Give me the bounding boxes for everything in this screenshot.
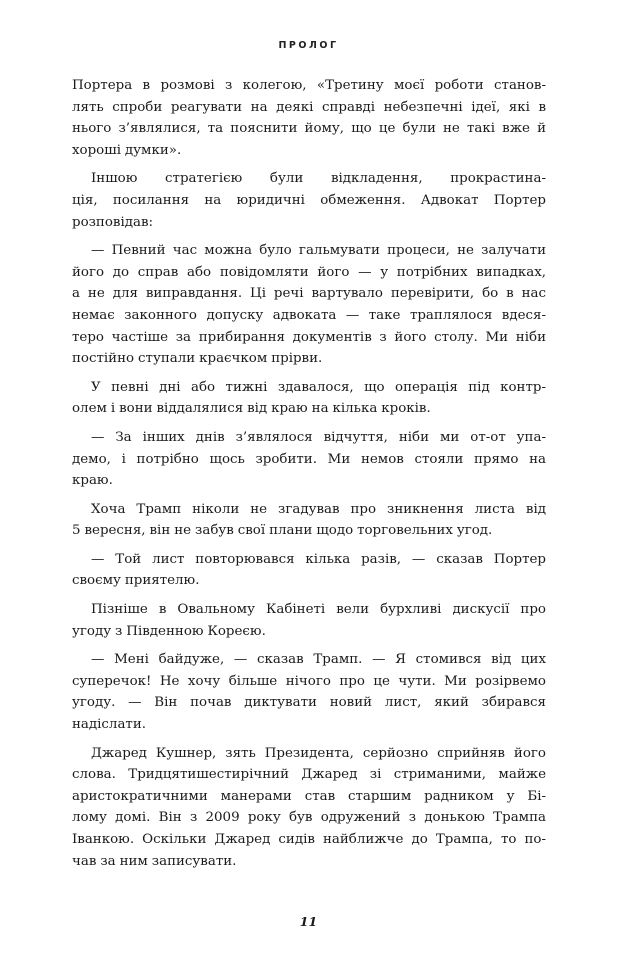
paragraph: [72, 499, 546, 542]
text-line: Джаред Кушнер, зять Президента, серйозно сприйняв його: [91, 745, 546, 761]
text-line: — Певний час можна було гальмувати процеси, не залучати: [91, 243, 546, 259]
text-line: його до справ або повідомляти його — у потрібних випадках,: [72, 264, 546, 280]
paragraph: [72, 427, 546, 492]
text-line: хороші думки».: [72, 142, 182, 158]
text-line: 5 вересня, він не забув свої плани щодо торговельних угод.: [72, 523, 493, 539]
paragraph: [72, 549, 546, 592]
paragraph: [72, 599, 546, 642]
text-line: нього з’являлися, та пояснити йому, що це були не такі вже й: [72, 121, 546, 137]
paragraph: [72, 743, 546, 873]
text-line: Пізніше в Овальному Кабінеті вели бурхливі дискусії про: [91, 602, 546, 618]
paragraph: [72, 168, 546, 233]
text-line: — Мені байдуже, — сказав Трамп. — Я стомився від цих: [91, 652, 546, 668]
text-line: угоду з Південною Кореєю.: [72, 623, 266, 639]
text-line: а не для виправдання. Ці речі вартувало перевірити, бо в нас: [72, 286, 546, 302]
text-line: надіслати.: [72, 717, 147, 733]
body-text: [72, 75, 546, 879]
text-line: лому домі. Він з 2009 року був одружений з донькою Трампа: [72, 810, 546, 826]
paragraph: [72, 649, 546, 735]
text-line: краю.: [72, 473, 113, 489]
paragraph: [72, 377, 546, 420]
text-line: слова. Тридцятишестирічний Джаред зі стриманими, майже: [72, 767, 546, 783]
text-line: Іншою стратегією були відкладення, прокрастина-: [91, 171, 546, 187]
running-head: ПРОЛОГ: [278, 40, 339, 51]
text-line: У певні дні або тижні здавалося, що операція під контр-: [91, 379, 546, 395]
text-line: олем і вони віддалялися від краю на кілька кроків.: [72, 401, 431, 417]
text-line: ція, посилання на юридичні обмеження. Адвокат Портер: [72, 192, 546, 208]
text-line: — За інших днів з’являлося відчуття, ніби ми от-от упа-: [91, 429, 546, 445]
text-line: немає законного допуску адвоката — таке траплялося вдеся-: [72, 307, 546, 323]
page-number: 11: [299, 914, 318, 929]
text-line: Іванкою. Оскільки Джаред сидів найближче до Трампа, то по-: [72, 832, 546, 847]
text-line: Портера в розмові з колегою, «Третину моєї роботи станов-: [72, 78, 546, 93]
text-line: — Той лист повторювався кілька разів, — сказав Портер: [91, 551, 546, 567]
text-line: розповідав:: [72, 214, 154, 230]
text-line: постійно ступали краєчком прірви.: [72, 351, 323, 367]
text-line: теро частіше за прибирання документів з його столу. Ми ніби: [72, 329, 546, 345]
paragraph: [72, 75, 546, 161]
text-line: суперечок! Не хочу більше нічого про це чути. Ми розірвемо: [72, 673, 546, 689]
text-line: аристократичними манерами став старшим радником у Бі-: [72, 788, 546, 804]
text-line: Хоча Трамп ніколи не згадував про зникнення листа від: [91, 501, 546, 517]
paragraph: [72, 240, 546, 370]
text-line: чав за ним записувати.: [72, 853, 237, 869]
text-line: угоду. — Він почав диктувати новий лист, який збирався: [72, 695, 546, 711]
text-line: своєму приятелю.: [72, 573, 200, 589]
text-line: лять спроби реагувати на деякі справді небезпечні ідеї, які в: [72, 99, 546, 115]
text-line: демо, і потрібно щось зробити. Ми немов стояли прямо на: [72, 451, 546, 467]
